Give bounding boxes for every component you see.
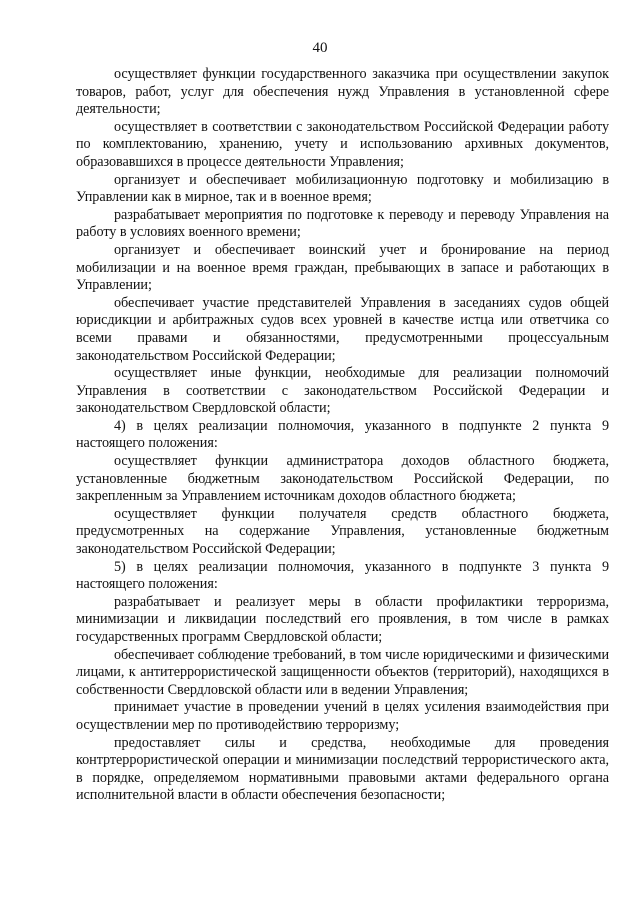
paragraph-mobilization: организует и обеспечивает мобилизационную подготовку и мобилизацию в Управлении как в мирное, так и в военное время; [76,171,609,206]
paragraph-wartime-transfer: разрабатывает мероприятия по подготовке к переводу и переводу Управления на работу в условиях военного времени; [76,206,609,241]
paragraph-budget-recipient: осуществляет функции получателя средств областного бюджета, предусмотренных на содержание Управления, установленные бюджетным законодательством Российской Федерации; [76,505,609,558]
page-number: 40 [312,40,328,56]
document-body [76,66,609,805]
paragraph-item-5-heading: 5) в целях реализации полномочия, указанного в подпункте 3 пункта 9 настоящего положения: [76,558,609,593]
paragraph-other-functions: осуществляет иные функции, необходимые для реализации полномочий Управления в соответствии с законодательством Российской Федерации и законодательством Свердловской области; [76,365,609,417]
paragraph-revenue-administrator: осуществляет функции администратора доходов областного бюджета, установленные бюджетным законодательством Российской Федерации, по закрепленным за Управлением источникам доходов областного бюджета; [76,453,609,505]
paragraph-forces-provision: предоставляет силы и средства, необходимые для проведения контртеррористической операции и минимизации последствий террористического акта, в порядке, определяемом нормативными правовыми актами федерального органа исполнительной власти в области обеспечения безопасности; [76,734,609,804]
paragraph-state-customer: осуществляет функции государственного заказчика при осуществлении закупок товаров, работ, услуг для обеспечения нужд Управления в установленной сфере деятельности; [76,66,609,118]
paragraph-antiterror-protection: обеспечивает соблюдение требований, в том числе юридическими и физическими лицами, к антитеррористической защищенности объектов (территорий), находящихся в собственности Свердловской области или в ведении Управления; [76,646,609,698]
paragraph-military-registration: организует и обеспечивает воинский учет и бронирование на период мобилизации и на военное время граждан, пребывающих в запасе и работающих в Управлении; [76,241,609,294]
paragraph-terrorism-prevention: разрабатывает и реализует меры в области профилактики терроризма, минимизации и ликвидации последствий его проявления, в том числе в рамках государственных программ Свердловской области; [76,593,609,645]
paragraph-archives: осуществляет в соответствии с законодательством Российской Федерации работу по комплектованию, хранению, учету и использованию архивных документов, образовавшихся в процессе деятельности Управления; [76,118,609,170]
paragraph-item-4-heading: 4) в целях реализации полномочия, указанного в подпункте 2 пункта 9 настоящего положения: [76,417,609,452]
paragraph-exercises: принимает участие в проведении учений в целях усиления взаимодействия при осуществлении мер по противодействию терроризму; [76,699,609,733]
paragraph-court-participation: обеспечивает участие представителей Управления в заседаниях судов общей юрисдикции и арбитражных судов всех уровней в качестве истца или ответчика со всеми правами и обязанностями, предусмотренными процессуальным законодательством Российской Федерации; [76,294,609,364]
